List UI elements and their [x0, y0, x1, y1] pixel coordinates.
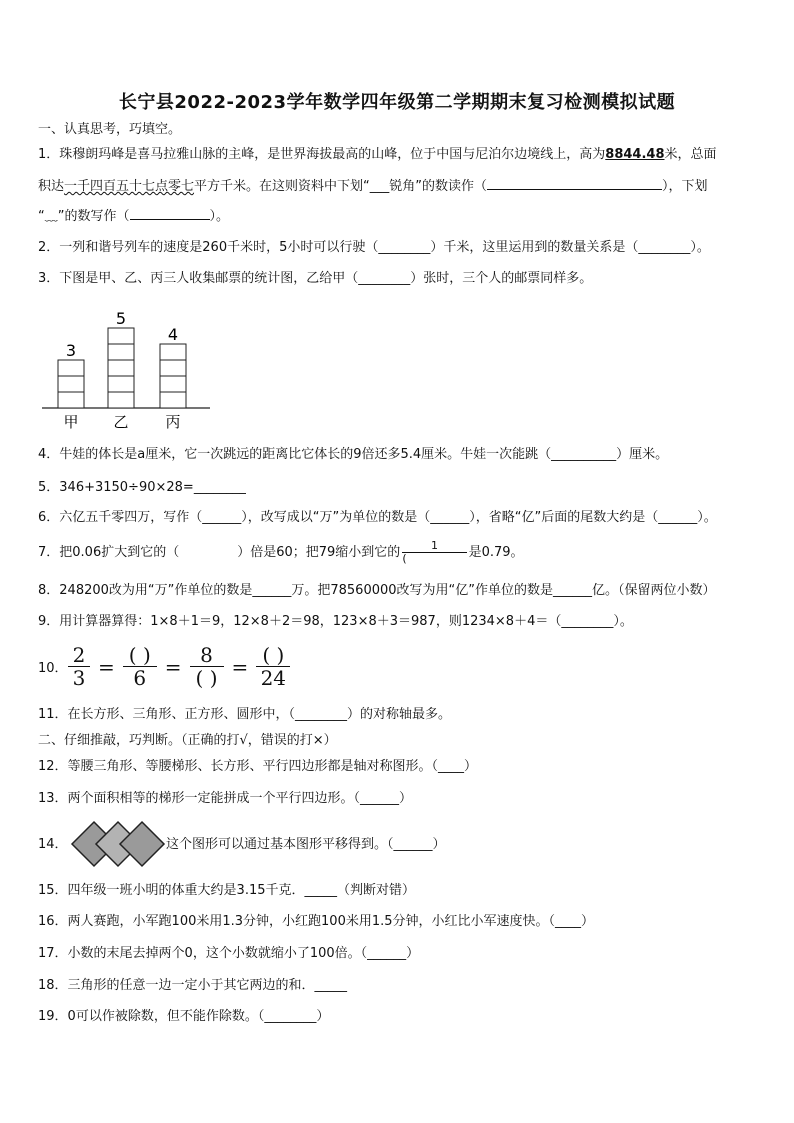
bar-box-甲-1 [58, 392, 84, 408]
question-10-equation [68, 644, 290, 689]
question-8: 8．248200改为用“万”作单位的数是______万。把78560000改写为用“亿”作单位的数是______亿。（保留两位小数） [38, 583, 716, 598]
q1-text-a: 1．珠穆朗玛峰是喜马拉雅山脉的主峰，是世界海拔最高的山峰，位于中国与尼泊尔边境线上，高为 [38, 147, 606, 162]
question-15: 15．四年级一班小明的体重大约是3.15千克．_____（判断对错） [38, 883, 415, 898]
q1-wavy-mark: ﹏ [44, 209, 58, 224]
q1-blank-1: ___ [369, 179, 390, 194]
q1-text-c: 积达 [38, 179, 65, 194]
q7-text-c: 是0.79。 [468, 545, 524, 560]
section-heading-1: 一、认真思考，巧填空。 [38, 122, 182, 137]
q10-equals-1: = [98, 654, 115, 679]
question-1-line-2 [38, 176, 708, 196]
question-10-label: 10． [38, 661, 68, 676]
bar-box-丙-3 [160, 360, 186, 376]
bar-box-丙-1 [160, 392, 186, 408]
bar-box-甲-3 [58, 360, 84, 376]
q1-text-f: ），下划 [662, 179, 708, 194]
q7-text-b: ）倍是60；把79缩小到它的 [237, 545, 401, 560]
question-1-line-1 [38, 146, 717, 164]
bar-category-label: 丙 [165, 413, 181, 431]
question-14-text: 这个图形可以通过基本图形平移得到。（______） [166, 837, 446, 852]
q10-equals-2: = [164, 654, 182, 679]
q1-text-h: ”的数写作（ [57, 209, 130, 224]
bar-box-乙-3 [108, 360, 134, 376]
q10-fraction-3: 8 ( ) [190, 644, 224, 689]
bar-box-乙-5 [108, 328, 134, 344]
question-1-line-3 [38, 206, 229, 226]
q10-fraction-2: ( ) 6 [123, 644, 157, 689]
bar-category-label: 乙 [113, 413, 129, 431]
bar-value-label: 5 [115, 309, 127, 328]
question-11: 11．在长方形、三角形、正方形、圆形中，（________）的对称轴最多。 [38, 707, 452, 722]
q10-equals-3: = [231, 654, 249, 679]
question-7 [38, 538, 524, 568]
diamond-3 [120, 822, 164, 866]
q7-fraction-numerator: 1 [402, 540, 466, 553]
question-18: 18．三角形的任意一边一定小于其它两边的和．_____ [38, 978, 348, 993]
q1-answer-blank-2[interactable] [130, 206, 210, 220]
q1-height: 8844.48 [605, 147, 665, 162]
stamp-bar-chart [40, 300, 215, 435]
section-heading-2: 二、仔细推敲，巧判断。（正确的打√，错误的打×） [38, 733, 337, 748]
question-17: 17．小数的末尾去掉两个0，这个小数就缩小了100倍。（______） [38, 946, 420, 961]
q1-text-e: 锐角”的数读作（ [389, 179, 488, 194]
question-19: 19．0可以作被除数，但不能作除数。（________） [38, 1009, 330, 1024]
diamond-pattern-figure [70, 820, 166, 868]
question-3: 3．下图是甲、乙、丙三人收集邮票的统计图，乙给甲（________）张时，三个人的邮票同样多。 [38, 271, 593, 286]
question-13: 13．两个面积相等的梯形一定能拼成一个平行四边形。（______） [38, 791, 413, 806]
q10-fraction-1: $\frac{2}{3}$ [68, 644, 90, 689]
bar-box-丙-4 [160, 344, 186, 360]
q7-fraction [402, 540, 466, 565]
question-14-label: 14． [38, 837, 68, 852]
q1-answer-blank-1[interactable] [487, 176, 662, 190]
page-title: 长宁县2022-2023学年数学四年级第二学期期末复习检测模拟试题 [118, 92, 676, 113]
bar-box-甲-2 [58, 376, 84, 392]
bar-box-乙-1 [108, 392, 134, 408]
question-16: 16．两人赛跑，小军跑100米用1.3分钟，小红跑100米用1.5分钟，小红比小军速度快。（____） [38, 914, 595, 929]
question-4: 4．牛娃的体长是a厘米，它一次跳远的距离比它体长的9倍还多5.4厘米。牛娃一次能跳（__________）厘米。 [38, 447, 669, 462]
q7-fraction-denominator: ( [402, 552, 407, 565]
bar-value-label: 3 [65, 341, 77, 360]
q1-text-d: 平方千米。在这则资料中下划“ [194, 179, 370, 194]
question-12: 12．等腰三角形、等腰梯形、长方形、平行四边形都是轴对称图形。（____） [38, 759, 478, 774]
q1-text-g: “ [38, 209, 45, 224]
bar-box-丙-2 [160, 376, 186, 392]
bar-box-乙-2 [108, 376, 134, 392]
bar-box-乙-4 [108, 344, 134, 360]
q1-area: 一千四百五十七点零七 [64, 179, 195, 194]
question-6: 6．六亿五千零四万，写作（______），改写成以“万”为单位的数是（______），省略“亿”后面的尾数大约是（______）。 [38, 510, 717, 525]
q10-fraction-4: ( ) 24 [256, 644, 290, 689]
question-2: 2．一列和谐号列车的速度是260千米时，5小时可以行驶（________）千米，这里运用到的数量关系是（________）。 [38, 240, 710, 255]
q1-text-i: ）。 [209, 209, 230, 224]
question-5: 5．346+3150÷90×28=________ [38, 480, 246, 495]
q7-text-a: 7．把0.06扩大到它的（ [38, 545, 180, 560]
question-9: 9．用计算器算得：1×8＋1＝9，12×8＋2＝98，123×8＋3＝987，则1234×8＋4＝（________）。 [38, 614, 633, 629]
q1-text-b: 米，总面 [664, 147, 717, 162]
bar-value-label: 4 [167, 325, 179, 344]
bar-category-label: 甲 [63, 413, 79, 431]
